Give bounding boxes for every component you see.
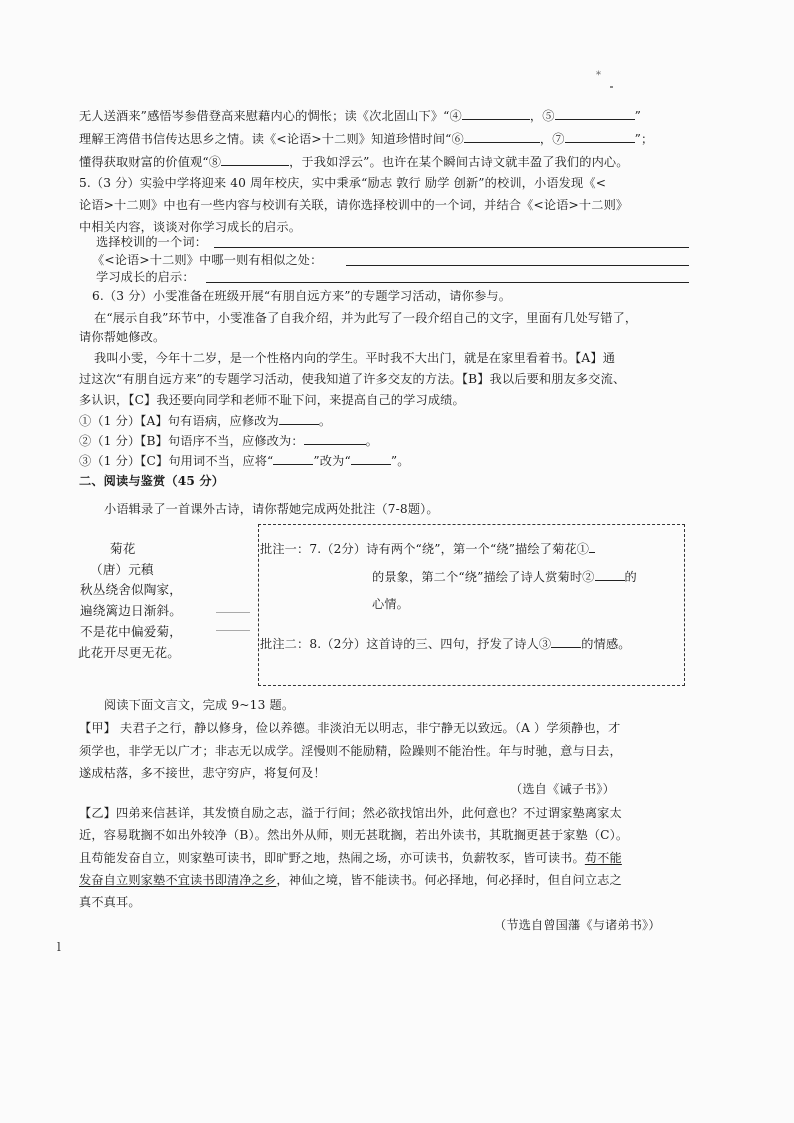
q5-field-motto-label: 选择校训的一个词： bbox=[96, 235, 208, 249]
q6-sub-2: ②（1 分）【B】句语序不当，应修改为： 。 bbox=[79, 434, 379, 448]
annotation-1-line-1: 批注一：7.（2分）诗有两个“绕”，第一个“绕”描绘了菊花① bbox=[260, 541, 595, 557]
poem-line-1: 秋丛绕舍似陶家， bbox=[80, 582, 182, 597]
q6-sub-3: ③（1 分）【C】句用词不当，应将“ ”改为“ ”。 bbox=[79, 454, 410, 468]
classical-intro: 阅读下面文言文，完成 9~13 题。 bbox=[104, 698, 295, 712]
jia-line-3: 遂成枯落，多不接世，悲守穷庐，将复何及！ bbox=[79, 766, 326, 780]
jia-line-1: 【甲】 夫君子之行，静以修身，俭以养德。非淡泊无以明志，非宁静无以致远。（A ）学须静也，才 bbox=[79, 721, 621, 735]
blank-6[interactable] bbox=[464, 131, 540, 143]
poem-line-2: 遍绕篱边日渐斜。 bbox=[80, 603, 182, 618]
q4-line-3: 懂得获取财富的价值观“⑧ ，于我如浮云”。也许在某个瞬间古诗文就丰盈了我们的内心。 bbox=[79, 155, 629, 169]
blank-5[interactable] bbox=[555, 108, 635, 120]
underlined-sentence-part-2: 发奋自立则家塾不宜读书即清净之乡 bbox=[79, 873, 277, 887]
section-2-intro: 小语辑录了一首课外古诗，请你帮她完成两处批注（7-8题）。 bbox=[104, 502, 439, 516]
poem-author: （唐）元稹 bbox=[90, 562, 154, 577]
q4-line-1: 无人送酒来”感悟岑参借登高来慰藉内心的惆怅；读《次北固山下》“④ ，⑤ ” bbox=[79, 109, 641, 123]
annotation-1-line-3: 心情。 bbox=[372, 597, 410, 611]
yi-line-1: 【乙】四弟来信甚详，其发愤自励之志，溢于行间；然必欲找馆出外，此何意也？不过谓家塾离家太 bbox=[79, 806, 622, 820]
blank-4[interactable] bbox=[462, 108, 530, 120]
q5-field-insight-label: 学习成长的启示： bbox=[96, 270, 195, 284]
jia-line-2: 须学也，非学无以广才；非志无以成学。淫慢则不能励精，险躁则不能治性。年与时驰，意与日去， bbox=[79, 744, 622, 758]
scan-artifact bbox=[216, 630, 250, 631]
scan-mark: * bbox=[596, 70, 601, 81]
annotation-1-line-2: 的景象，第二个“绕”描绘了诗人赏菊时② 的 bbox=[372, 570, 637, 584]
q6-passage-2: 过这次“有朋自远方来”的专题学习活动，使我知道了许多交友的方法。【B】我以后要和朋友多交流、 bbox=[79, 372, 626, 386]
blank-6-1[interactable] bbox=[279, 413, 319, 425]
q6-line-3: 请你帮她修改。 bbox=[79, 330, 166, 344]
q5-field-passage-label: 《<论语>十二则》中哪一则有相似之处： bbox=[92, 253, 323, 267]
q5-field-passage-line[interactable] bbox=[346, 265, 689, 266]
q6-passage-3: 多认识，【C】我还要向同学和老师不耻下问，来提高自己的学习成绩。 bbox=[79, 393, 465, 407]
poem-line-4: 此花开尽更无花。 bbox=[78, 645, 180, 660]
yi-line-4: 发奋自立则家塾不宜读书即清净之乡，神仙之境，皆不能读书。何必择地，何必择时，但自问立志之 bbox=[79, 873, 622, 887]
blank-6-3a[interactable] bbox=[273, 453, 313, 465]
scan-speck bbox=[610, 86, 613, 88]
yi-line-3: 且苟能发奋自立，则家塾可读书，即旷野之地，热闹之场，亦可读书，负薪牧豕，皆可读书。苟不能 bbox=[79, 851, 622, 865]
blank-6-3b[interactable] bbox=[351, 453, 391, 465]
section-2-heading: 二、阅读与鉴赏（45 分） bbox=[79, 474, 225, 488]
poem-line-3: 不是花中偏爱菊， bbox=[80, 624, 182, 639]
blank-anno-1[interactable] bbox=[589, 541, 595, 553]
underlined-sentence-part-1: 苟不能 bbox=[584, 851, 622, 865]
blank-anno-2[interactable] bbox=[595, 569, 625, 581]
blank-7[interactable] bbox=[565, 131, 635, 143]
q5-field-motto-line[interactable] bbox=[214, 247, 689, 248]
poem-title: 菊花 bbox=[110, 541, 136, 556]
margin-mark: l bbox=[57, 940, 61, 954]
q6-passage-1: 我叫小雯，今年十二岁，是一个性格内向的学生。平时我不大出门，就是在家里看着书。【A】通 bbox=[94, 351, 616, 365]
q6-line-2: 在“展示自我”环节中，小雯准备了自我介绍，并为此写了一段介绍自己的文字，里面有几处写错了， bbox=[94, 311, 638, 325]
blank-8[interactable] bbox=[221, 154, 289, 166]
blank-6-2[interactable] bbox=[304, 433, 366, 445]
jia-source: （选自《诫子书》） bbox=[510, 782, 615, 796]
q5-line-2: 论语>十二则》中也有一些内容与校训有关联，请你选择校训中的一个词，并结合《<论语>十二则》 bbox=[79, 198, 629, 212]
yi-line-5: 真不真耳。 bbox=[79, 895, 141, 909]
annotation-2: 批注二：8.（2分）这首诗的三、四句，抒发了诗人③ 的情感。 bbox=[260, 637, 631, 651]
blank-anno-3[interactable] bbox=[551, 636, 581, 648]
q6-sub-1: ①（1 分）【A】句有语病，应修改为 。 bbox=[79, 414, 332, 428]
q4-line-2: 理解王湾借书信传达思乡之情。读《<论语>十二则》知道珍惜时间“⑥ ，⑦ ”； bbox=[79, 132, 654, 146]
scan-artifact bbox=[216, 612, 250, 613]
q5-line-3: 中相关内容，谈谈对你学习成长的启示。 bbox=[79, 220, 302, 234]
yi-source: （节选自曾国藩《与诸弟书》） bbox=[494, 918, 661, 932]
q6-title: 6.（3 分）小雯准备在班级开展“有朋自远方来”的专题学习活动，请你参与。 bbox=[92, 289, 512, 303]
q5-line-1: 5.（3 分）实验中学将迎来 40 周年校庆，实中秉承“励志 敦行 励学 创新”的校训，小语发现《< bbox=[79, 176, 607, 190]
q5-field-insight-line[interactable] bbox=[206, 282, 689, 283]
yi-line-2: 近，容易耽搁不如出外较净（B）。然出外从师，则无甚耽搁，若出外读书，其耽搁更甚于家塾（C）。 bbox=[79, 828, 629, 842]
